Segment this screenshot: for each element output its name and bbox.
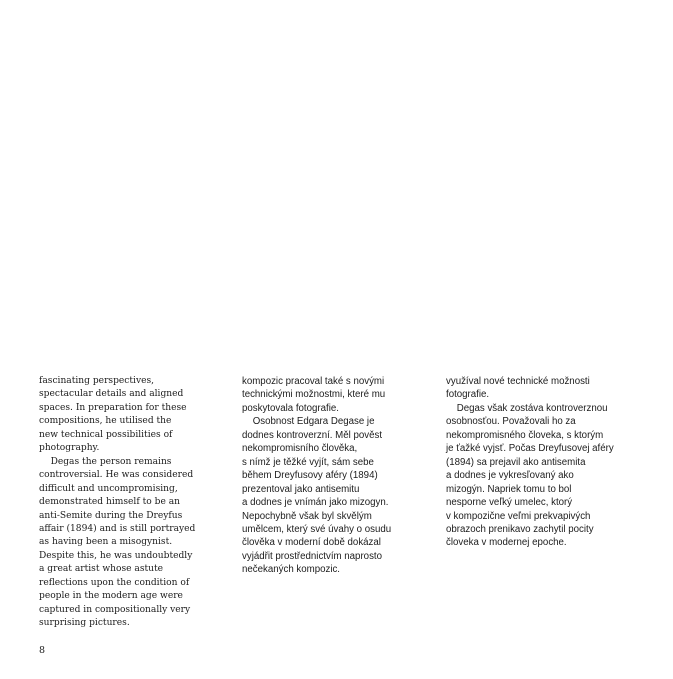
text-line: během Dreyfusovy aféry (1894) [242,470,378,482]
text-line: v kompozične veľmi prekvapivých [446,510,591,522]
text-line: as having been a misogynist. [39,537,173,548]
text-line: využíval nové technické možnosti [446,376,590,387]
text-line: technickými možnostmi, které mu [242,389,386,401]
text-line: vyjádřit prostřednictvím naprosto [242,550,382,562]
text-line: nečekaných kompozic. [242,564,341,576]
text-line: anti-Semite during the Dreyfus [39,510,183,521]
text-line: difficult and uncompromising, [39,483,178,494]
text-line: fascinating perspectives, [39,376,155,386]
text-line: a dodnes je vnímán jako mizogyn. [242,497,389,509]
text-line: a dodnes je vykresľovaný ako [446,470,574,482]
english-text-column [39,375,239,631]
text-line: (1894) sa prejavil ako antisemita [446,456,586,468]
text-line: people in the modern age were [39,591,183,602]
text-line: surprising pictures. [39,618,130,629]
text-line: umělcem, který své úvahy o osudu [242,523,392,535]
text-line: člověka v moderní době dokázal [242,537,381,549]
text-line: nekompromisného človeka, s ktorým [446,429,604,441]
slovak-text-column [446,375,646,550]
text-line: človeka v modernej epoche. [446,537,567,549]
text-line: kompozic pracoval také s novými [242,376,385,387]
text-line: Degas však zostáva kontroverznou [446,402,608,414]
text-line: compositions, he utilised the [39,416,172,427]
text-line: dodnes kontroverzní. Měl pověst [242,429,383,441]
page-number: 8 [39,645,46,656]
text-line: Nepochybně však byl skvělým [242,510,372,522]
text-line: affair (1894) and is still portrayed [39,523,196,534]
text-line: spectacular details and aligned [39,389,184,400]
text-line: nesporne veľký umelec, ktorý [446,497,573,509]
text-line: reflections upon the condition of [39,577,190,588]
text-line: fotografie. [446,389,490,401]
text-line: a great artist whose astute [39,564,164,575]
text-line: mizogýn. Napriek tomu to bol [446,483,572,495]
text-line: captured in compositionally very [39,604,191,615]
text-line: photography. [39,443,100,454]
text-line: Despite this, he was undoubtedly [39,550,193,561]
text-line: Degas the person remains [39,456,172,467]
text-line: poskytovala fotografie. [242,402,339,414]
text-line: Osobnost Edgara Degase je [242,416,375,428]
text-line: spaces. In preparation for these [39,402,187,413]
text-line: new technical possibilities of [39,429,173,440]
text-line: nekompromisního člověka, [242,443,358,455]
czech-text-column [242,375,442,577]
text-line: obrazoch prenikavo zachytil pocity [446,523,594,535]
text-line: prezentoval jako antisemitu [242,483,360,495]
text-line: demonstrated himself to be an [39,497,180,508]
text-line: s nímž je těžké vyjít, sám sebe [242,456,374,468]
text-line: controversial. He was considered [39,470,194,481]
text-line: je ťažké vyjsť. Počas Dreyfusovej aféry [446,443,614,455]
text-line: osobnosťou. Považovali ho za [446,416,576,428]
